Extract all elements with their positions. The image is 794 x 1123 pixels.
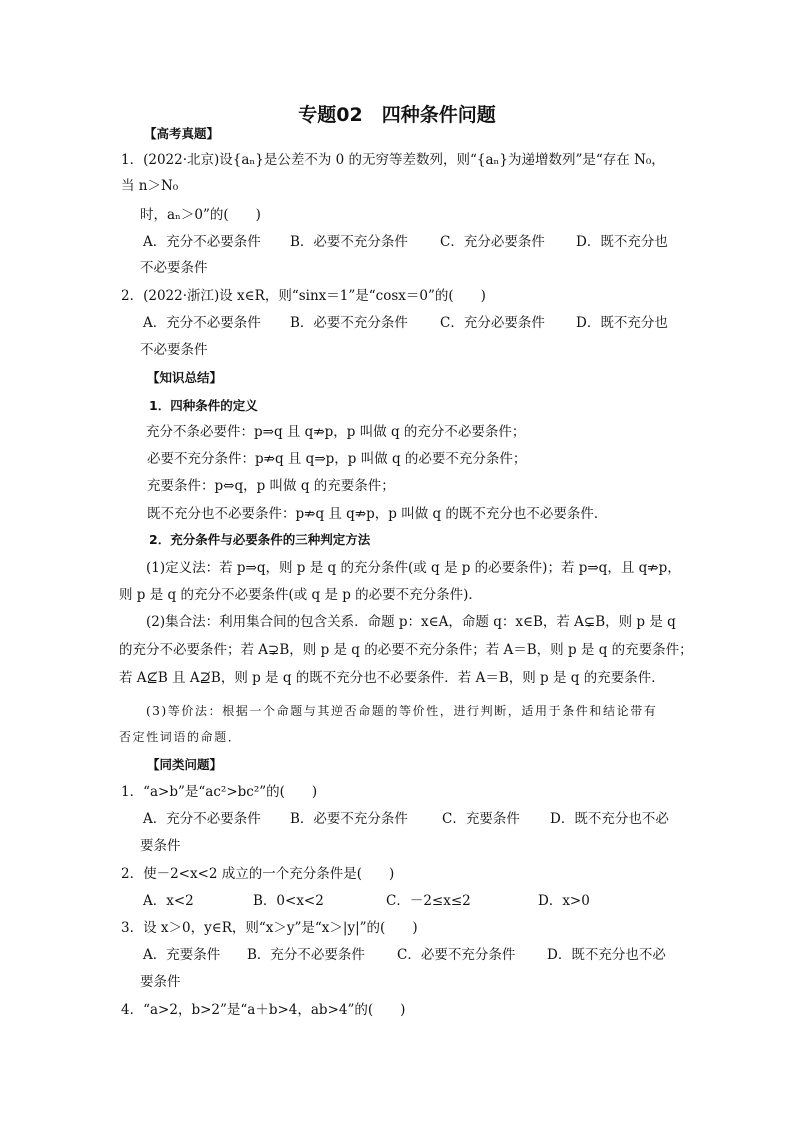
gaokao-q2-option-cont: 不必要条件 xyxy=(140,342,208,358)
gaokao-q2-line1: 2．(2022·浙江)设 x∈R，则“sinx＝1”是“cosx＝0”的( ) xyxy=(121,288,486,304)
knowledge-subheading-2: 2．充分条件与必要条件的三种判定方法 xyxy=(149,532,371,547)
similar-q2-options xyxy=(143,892,590,910)
method-2-line1: (2)集合法：利用集合间的包含关系．命题 p：x∈A，命题 q：x∈B，若 A⊊B，则 p 是 q xyxy=(146,614,676,630)
method-1-line1: (1)定义法：若 p⇒q，则 p 是 q 的充分条件(或 q 是 p 的必要条件)；若 p⇒q，且 q⇏p， xyxy=(146,560,681,576)
similar-q2: 2．使－2<x<2 成立的一个充分条件是( ) xyxy=(121,866,395,882)
option-a: A．充分不必要条件 xyxy=(143,234,261,250)
option-b: B．0<x<2 xyxy=(253,893,324,909)
knowledge-def-1: 充分不条必要件：p⇒q 且 q⇏p，p 叫做 q 的充分不必要条件； xyxy=(146,424,526,440)
similar-q3: 3．设 x＞0，y∈R，则“x＞y”是“x＞|y|”的( ) xyxy=(121,920,418,936)
knowledge-def-2: 必要不充分条件：p⇏q 且 q⇒p，p 叫做 q 的必要不充分条件； xyxy=(147,451,527,467)
gaokao-q2-options xyxy=(143,314,668,332)
knowledge-def-3: 充要条件：p⇔q，p 叫做 q 的充要条件； xyxy=(147,478,395,494)
option-c: C．充分必要条件 xyxy=(440,315,545,331)
option-d: D．既不充分也 xyxy=(576,315,668,331)
option-b: B．必要不充分条件 xyxy=(290,315,408,331)
gaokao-q1-line1: 1．(2022·北京)设{aₙ}是公差不为 0 的无穷等差数列，则“{aₙ}为递增数列”是“存在 N₀， xyxy=(121,152,665,168)
method-3-line1: (3)等价法：根据一个命题与其逆否命题的等价性，进行判断，适用于条件和结论带有 xyxy=(146,704,658,718)
option-c: C．充要条件 xyxy=(442,811,520,827)
option-a: A．充要条件 xyxy=(143,947,221,963)
similar-q1-option-cont: 要条件 xyxy=(140,838,181,854)
similar-q3-options xyxy=(143,946,666,964)
option-d: D．x>0 xyxy=(538,893,590,909)
knowledge-def-4: 既不充分也不必要条件：p⇏q 且 q⇏p，p 叫做 q 的既不充分也不必要条件． xyxy=(147,506,608,522)
gaokao-q1-line3: 时，aₙ＞0”的( ) xyxy=(140,207,261,223)
option-a: A．充分不必要条件 xyxy=(143,811,261,827)
option-b: B．充分不必要条件 xyxy=(247,947,365,963)
similar-q3-option-cont: 要条件 xyxy=(140,974,181,990)
similar-q1-options xyxy=(143,810,669,828)
gaokao-q1-options xyxy=(143,233,668,251)
similar-q4: 4．“a>2，b>2”是“a＋b>4，ab>4”的( ) xyxy=(121,1002,406,1018)
option-b: B．必要不充分条件 xyxy=(290,234,408,250)
option-d: D．既不充分也不必 xyxy=(547,947,666,963)
option-c: C．－2≤x≤2 xyxy=(386,893,471,909)
option-a: A．x<2 xyxy=(143,893,194,909)
section-heading-gaokao: 【高考真题】 xyxy=(144,126,220,141)
knowledge-subheading-1: 1．四种条件的定义 xyxy=(149,398,258,413)
option-d: D．既不充分也 xyxy=(576,234,668,250)
section-heading-similar: 【同类问题】 xyxy=(147,757,223,772)
gaokao-q1-line2: 当 n＞N₀ xyxy=(121,178,179,194)
page-title: 专题02 四种条件问题 xyxy=(298,104,496,126)
method-3-line2: 否定性词语的命题． xyxy=(119,730,242,744)
option-c: C．充分必要条件 xyxy=(440,234,545,250)
similar-q1: 1．“a>b”是“ac²>bc²”的( ) xyxy=(121,784,318,800)
method-1-line2: 则 p 是 q 的充分不必要条件(或 q 是 p 的必要不充分条件)． xyxy=(119,587,482,603)
option-c: C．必要不充分条件 xyxy=(397,947,516,963)
option-b: B．必要不充分条件 xyxy=(290,811,408,827)
option-a: A．充分不必要条件 xyxy=(143,315,261,331)
method-2-line3: 若 A⊈B 且 A⊉B，则 p 是 q 的既不充分也不必要条件．若 A＝B，则 p 是 q 的充要条件． xyxy=(119,670,665,686)
method-2-line2: 的充分不必要条件；若 A⊋B，则 p 是 q 的必要不充分条件；若 A＝B，则 p 是 q 的充要条件； xyxy=(119,642,693,658)
gaokao-q1-option-cont: 不必要条件 xyxy=(140,260,208,276)
option-d: D．既不充分也不必 xyxy=(550,811,669,827)
section-heading-knowledge: 【知识总结】 xyxy=(147,370,223,385)
